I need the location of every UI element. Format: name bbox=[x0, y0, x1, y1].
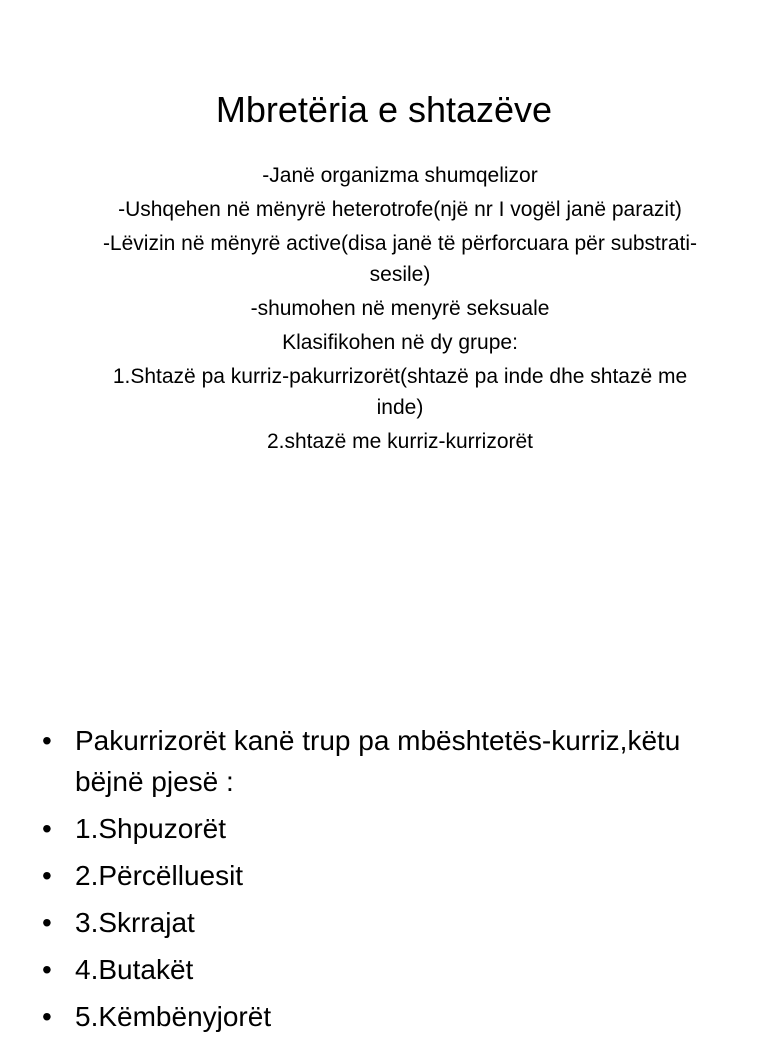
bullet-item bbox=[42, 996, 722, 1037]
bullet-dot-icon: • bbox=[42, 954, 52, 985]
body-line: -shumohen në menyrë seksuale bbox=[250, 297, 550, 320]
slide-2 bbox=[0, 712, 768, 1032]
bullet-text: 5.Këmbënyjorët bbox=[75, 1001, 272, 1032]
bullet-text: 3.Skrrajat bbox=[75, 907, 195, 938]
bullet-dot-icon: • bbox=[42, 1001, 52, 1032]
bullet-dot-icon: • bbox=[42, 907, 52, 938]
slide-body bbox=[90, 160, 710, 460]
bullet-text: 2.Përcëlluesit bbox=[75, 860, 244, 891]
bullet-item bbox=[42, 855, 722, 896]
body-line: 1.Shtazë pa kurriz-pakurrizorët(shtazë pa inde dhe shtazë me inde) bbox=[112, 365, 688, 419]
body-line: -Janë organizma shumqelizor bbox=[262, 164, 538, 187]
bullet-item bbox=[42, 720, 722, 802]
bullet-dot-icon: • bbox=[42, 813, 52, 844]
bullet-item bbox=[42, 949, 722, 990]
body-line: -Lëvizin në mënyrë active(disa janë të përforcuara për substrati-sesile) bbox=[102, 232, 698, 286]
bullet-item bbox=[42, 902, 722, 943]
body-line: 2.shtazë me kurriz-kurrizorët bbox=[266, 430, 534, 453]
bullet-text: 4.Butakët bbox=[75, 954, 194, 985]
bullet-text: 1.Shpuzorët bbox=[75, 813, 226, 844]
bullet-item bbox=[42, 808, 722, 849]
body-line: -Ushqehen në mënyrë heterotrofe(një nr I vogël janë parazit) bbox=[118, 198, 682, 221]
slide-title: Mbretëria e shtazëve bbox=[215, 89, 553, 130]
bullet-text: Pakurrizorët kanë trup pa mbështetës-kurriz,këtu bëjnë pjesë : bbox=[75, 725, 681, 797]
bullet-dot-icon: • bbox=[42, 725, 52, 756]
body-line: Klasifikohen në dy grupe: bbox=[282, 331, 518, 354]
bullet-list bbox=[42, 720, 722, 1043]
bullet-dot-icon: • bbox=[42, 860, 52, 891]
